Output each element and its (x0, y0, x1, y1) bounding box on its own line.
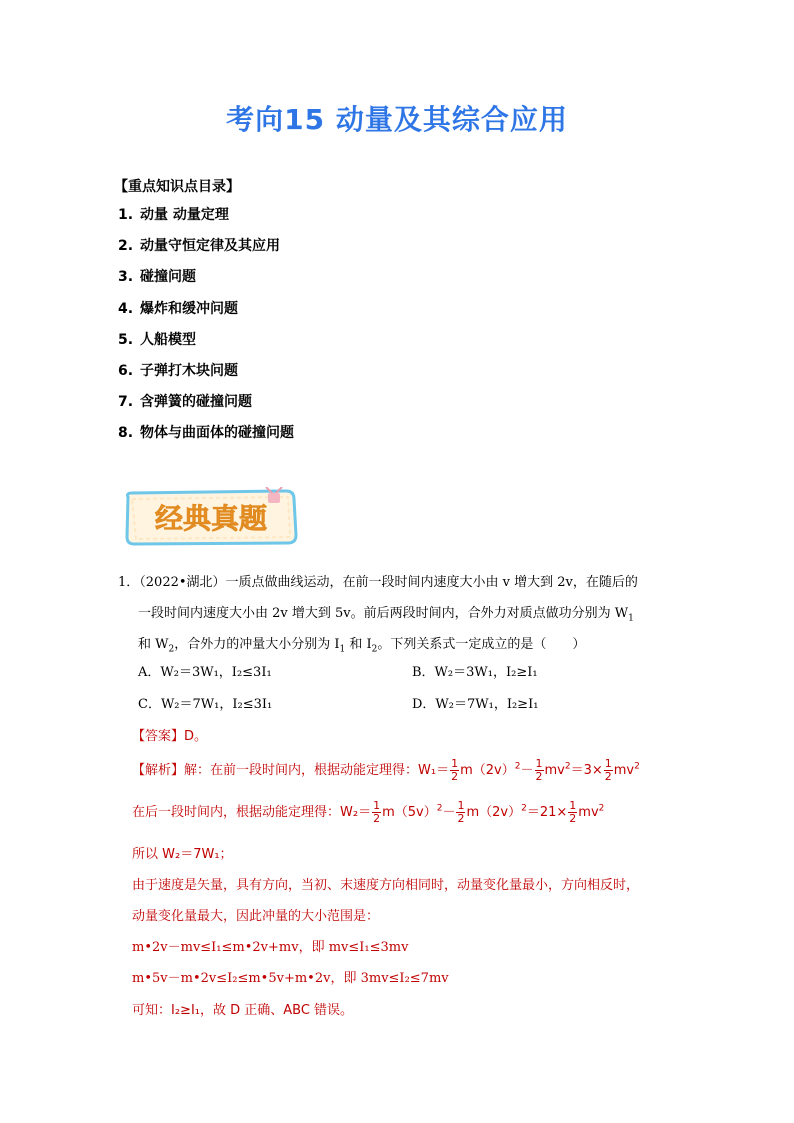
toc-list (118, 205, 294, 455)
toc-item: 1. 动量 动量定理 (118, 207, 229, 223)
explanation-line-4: 由于速度是矢量，具有方向，当初、末速度方向相同时，动量变化量最小，方向相反时， (132, 878, 640, 893)
option-b: B．W₂＝3W₁，I₂≥I₁ (412, 665, 538, 680)
question-stem: 1．（2022•湖北）一质点做曲线运动，在前一段时间内速度大小由 v 增大到 2v，在随后的 一段时间内速度大小由 2v 增大到 5v。前后两段时间内，合外力对质点做功分别为 $W_1$ 和 $W_2$，合外力的冲量大小分别为 $I_1$ 和 $I_2$。下列关系式一定成立的是（ ） (118, 575, 638, 655)
toc-item: 6. 子弹打木块问题 (118, 362, 238, 379)
option-c: C．W₂＝7W₁，I₂≤3I₁ (138, 697, 273, 712)
toc-header: 【重点知识点目录】 (114, 179, 240, 195)
toc-item: 3. 碰撞问题 (118, 269, 196, 286)
option-d: D．W₂＝7W₁，I₂≥I₁ (412, 697, 539, 712)
section-badge (122, 487, 300, 547)
explanation-line-6: m•2v－mv≤I₁≤m•2v+mv，即 mv≤I₁≤3mv (132, 940, 409, 955)
toc-item: 8. 物体与曲面体的碰撞问题 (118, 425, 294, 442)
toc-item: 2. 动量守恒定律及其应用 (118, 238, 280, 255)
explanation-line-1: 【解析】解：在前一段时间内，根据动能定理得：W₁＝ $\frac{1}{2}$ $m(2v)^2-$ $\frac{1}{2}$ $mv^2=3\times$ $\frac{1}{2}$ $mv^2$ (132, 757, 640, 783)
explanation-line-7: m•5v－m•2v≤I₂≤m•5v+m•2v，即 3mv≤I₂≤7mv (132, 971, 449, 986)
explanation-line-3: 所以 W₂＝7W₁； (132, 847, 233, 862)
explanation-line-8: 可知：I₂≥I₁，故 D 正确、ABC 错误。 (132, 1003, 354, 1018)
toc-item: 5. 人船模型 (118, 331, 196, 348)
explanation-line-5: 动量变化量最大，因此冲量的大小范围是： (132, 909, 380, 924)
toc-item: 7. 含弹簧的碰撞问题 (118, 394, 252, 411)
clip-icon (266, 487, 282, 503)
badge-text: 经典真题 (154, 502, 268, 535)
answer: 【答案】D。 (132, 729, 208, 744)
page-title: 考向15 动量及其综合应用 (226, 103, 568, 136)
toc-item: 4. 爆炸和缓冲问题 (118, 300, 238, 317)
option-a: A．W₂＝3W₁，I₂≤3I₁ (138, 665, 272, 680)
explanation-line-2: 在后一段时间内，根据动能定理得：W₂＝ $\frac{1}{2}$ $m(5v)^2-$ $\frac{1}{2}$ $m(2v)^2=21\times$ $\frac{1}{2}$ $mv^2$ (132, 799, 605, 825)
